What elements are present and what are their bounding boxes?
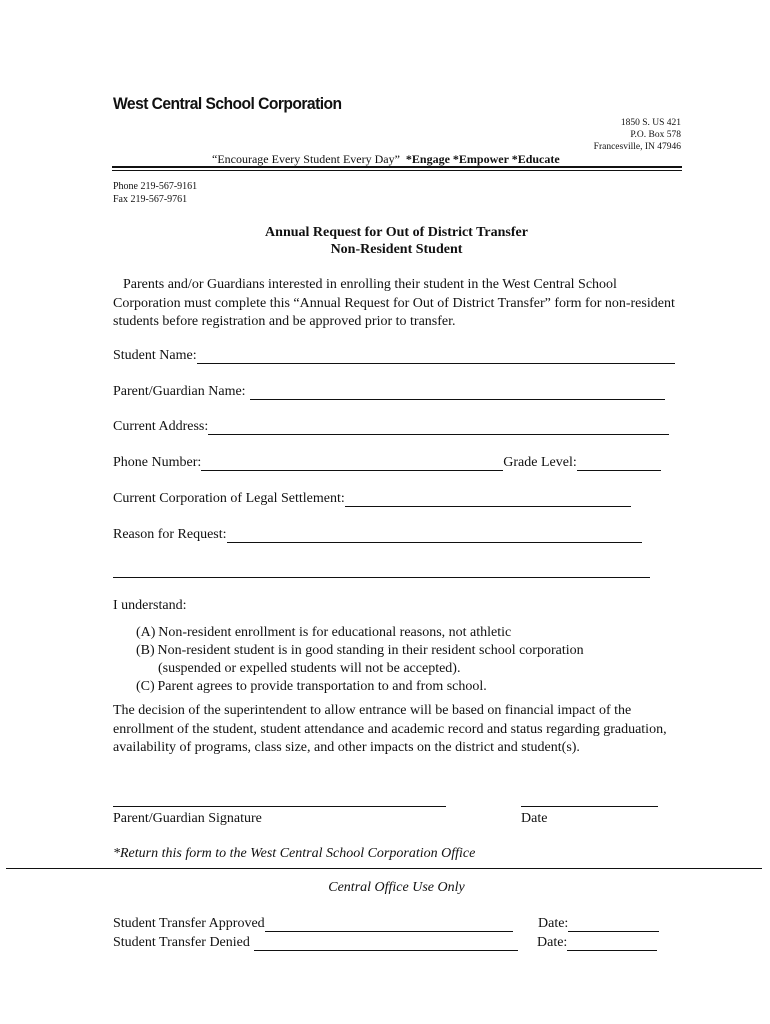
- reason-extra-line[interactable]: [113, 576, 650, 578]
- header-rule-thin: [112, 170, 682, 171]
- student-name-input-line[interactable]: [197, 350, 675, 364]
- office-use-heading: Central Office Use Only: [328, 880, 465, 895]
- denied-date-input-line[interactable]: [567, 937, 657, 951]
- denied-date-row: [537, 935, 657, 951]
- understand-heading: I understand:: [113, 598, 187, 613]
- approved-label: Student Transfer Approved: [113, 916, 265, 931]
- list-item: (C) Parent agrees to provide transportation to and from school.: [136, 679, 487, 694]
- motto-values: *Engage *Empower *Educate: [405, 152, 560, 166]
- intro-paragraph: Parents and/or Guardians interested in enrolling their student in the West Central School Corporation must complete this “Annual Request for Out of District Transfer” form for non-resident students before registration and be approved prior to transfer.: [113, 277, 675, 329]
- list-item: (A) Non-resident enrollment is for educational reasons, not athletic: [136, 625, 512, 640]
- motto-quote: “Encourage Every Student Every Day”: [212, 152, 400, 166]
- office-divider: [6, 868, 762, 869]
- approved-date-input-line[interactable]: [568, 918, 659, 932]
- current-address-label: Current Address:: [113, 419, 209, 434]
- phone-number-input-line[interactable]: [201, 457, 503, 471]
- reason-label: Reason for Request:: [113, 527, 227, 542]
- form-title: [0, 224, 770, 258]
- parent-name-input-line[interactable]: [250, 386, 665, 400]
- header-rule-thick: [112, 166, 682, 168]
- phone-number-label: Phone Number:: [113, 455, 202, 470]
- student-name-field: [113, 348, 675, 364]
- phone-text: Phone 219-567-9161: [113, 181, 198, 192]
- signature-line[interactable]: [113, 805, 446, 807]
- signature-date-line[interactable]: [521, 805, 658, 807]
- reason-field: [113, 527, 642, 543]
- denied-label: Student Transfer Denied: [113, 935, 250, 950]
- denied-input-line[interactable]: [254, 937, 518, 951]
- approved-input-line[interactable]: [265, 918, 513, 932]
- approved-date-row: [538, 916, 659, 932]
- list-item: (B) Non-resident student is in good standing in their resident school corporation: [136, 643, 584, 658]
- signature-date-label: Date: [521, 811, 548, 826]
- student-name-label: Student Name:: [113, 348, 197, 363]
- reason-input-line[interactable]: [227, 529, 642, 543]
- motto: [212, 152, 560, 167]
- return-note: *Return this form to the West Central School Corporation Office: [113, 846, 476, 861]
- grade-level-input-line[interactable]: [577, 457, 661, 471]
- signature-label: Parent/Guardian Signature: [113, 811, 262, 826]
- form-title-line1: Annual Request for Out of District Transfer: [265, 225, 528, 240]
- form-title-line2: Non-Resident Student: [330, 242, 463, 257]
- decision-paragraph: The decision of the superintendent to allow entrance will be based on financial impact of the enrollment of the student, student attendance and academic record and status regarding graduation, availability of programs, class size, and other impacts on the district and student(s).: [113, 703, 667, 755]
- parent-name-label: Parent/Guardian Name:: [113, 384, 246, 399]
- phone-number-field: [113, 455, 661, 471]
- address-line: Francesville, IN 47946: [593, 142, 681, 152]
- approved-row: [113, 916, 513, 932]
- list-item: (suspended or expelled students will not be accepted).: [158, 661, 461, 676]
- fax-text: Fax 219-567-9761: [113, 193, 188, 205]
- understand-list: [136, 624, 584, 696]
- approved-date-label: Date:: [538, 916, 569, 931]
- current-address-input-line[interactable]: [208, 421, 669, 435]
- mailing-address: [594, 117, 681, 153]
- grade-level-label: Grade Level:: [503, 455, 577, 470]
- denied-date-label: Date:: [537, 935, 568, 950]
- legal-settlement-label: Current Corporation of Legal Settlement:: [113, 491, 345, 506]
- current-address-field: [113, 419, 669, 435]
- address-line: 1850 S. US 421: [620, 118, 681, 128]
- legal-settlement-input-line[interactable]: [345, 493, 631, 507]
- parent-name-field: [113, 384, 665, 400]
- contact-info: [113, 181, 197, 206]
- denied-row: [113, 935, 518, 951]
- legal-settlement-field: [113, 491, 631, 507]
- organization-name: West Central School Corporation: [113, 94, 342, 113]
- address-line: P.O. Box 578: [630, 130, 681, 140]
